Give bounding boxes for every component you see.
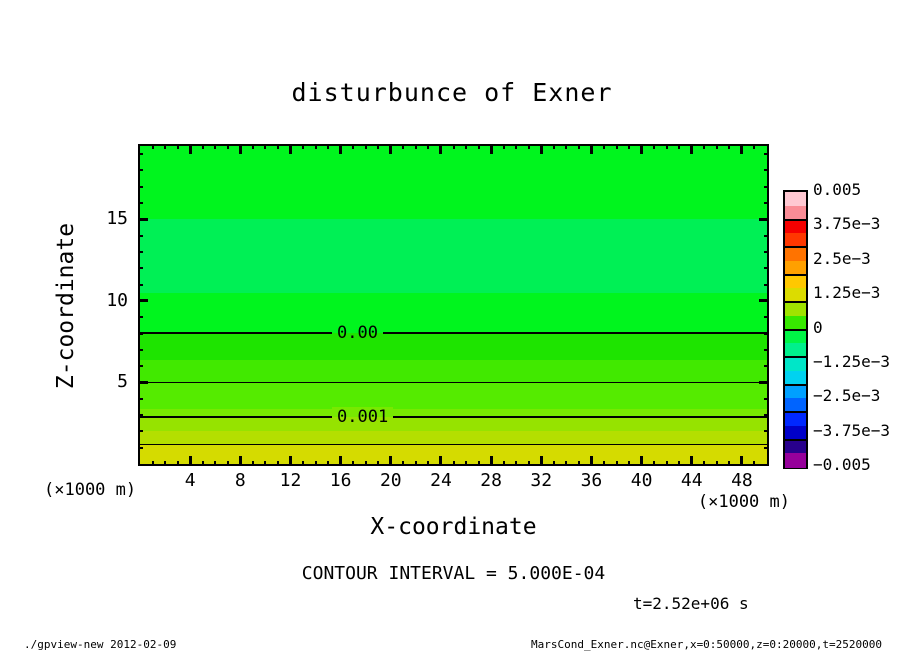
x-tick bbox=[402, 144, 404, 149]
colorbar-strip bbox=[785, 275, 806, 289]
x-tick bbox=[302, 461, 304, 466]
x-tick bbox=[439, 456, 442, 466]
x-tick bbox=[152, 461, 154, 466]
colorbar-tick-label: 3.75e−3 bbox=[813, 214, 881, 234]
x-tick bbox=[553, 144, 555, 149]
contour-line bbox=[140, 382, 767, 383]
x-tick bbox=[289, 144, 292, 154]
colorbar-strip bbox=[785, 357, 806, 371]
footer-command: ./gpview-new 2012-02-09 bbox=[24, 638, 177, 651]
z-tick bbox=[138, 299, 148, 302]
colorbar-strip bbox=[785, 302, 806, 316]
colorbar-tick-label: 2.5e−3 bbox=[813, 248, 871, 268]
z-tick bbox=[764, 235, 769, 237]
x-tick bbox=[666, 461, 668, 466]
x-tick bbox=[528, 461, 530, 466]
color-band bbox=[140, 417, 767, 433]
x-tick bbox=[578, 144, 580, 149]
colorbar-tick-label: 1.25e−3 bbox=[813, 283, 881, 303]
z-tick bbox=[764, 414, 769, 416]
x-tick bbox=[289, 456, 292, 466]
x-tick-label: 32 bbox=[530, 470, 553, 491]
z-tick bbox=[764, 333, 769, 335]
x-tick bbox=[365, 461, 367, 466]
x-tick bbox=[603, 144, 605, 149]
x-tick-label: 20 bbox=[379, 470, 402, 491]
z-tick bbox=[764, 202, 769, 204]
x-tick bbox=[277, 144, 279, 149]
colorbar-strip bbox=[785, 412, 806, 426]
x-tick bbox=[490, 456, 493, 466]
x-tick bbox=[716, 144, 718, 149]
x-tick bbox=[365, 144, 367, 149]
x-tick bbox=[327, 461, 329, 466]
colorbar-divider bbox=[785, 274, 806, 276]
colorbar-tick-label: −1.25e−3 bbox=[813, 351, 891, 371]
x-tick-label: 28 bbox=[480, 470, 502, 491]
colorbar-tick-label: 0.005 bbox=[813, 180, 862, 199]
x-tick bbox=[202, 144, 204, 149]
x-tick-label: 48 bbox=[731, 470, 753, 491]
x-tick bbox=[327, 144, 329, 149]
x-tick bbox=[264, 144, 266, 149]
x-tick bbox=[415, 144, 417, 149]
x-tick-label: 36 bbox=[580, 470, 603, 491]
x-tick bbox=[214, 461, 216, 466]
z-tick bbox=[759, 218, 769, 221]
x-tick bbox=[427, 144, 429, 149]
colorbar-divider bbox=[785, 329, 806, 331]
x-tick bbox=[653, 461, 655, 466]
x-tick bbox=[264, 461, 266, 466]
x-tick bbox=[690, 456, 693, 466]
x-tick bbox=[352, 144, 354, 149]
z-tick bbox=[764, 169, 769, 171]
x-tick bbox=[678, 144, 680, 149]
z-tick bbox=[138, 414, 143, 416]
z-tick bbox=[759, 381, 769, 384]
x-tick-label: 4 bbox=[184, 470, 196, 491]
x-tick bbox=[465, 144, 467, 149]
colorbar-divider bbox=[785, 301, 806, 303]
z-tick bbox=[138, 235, 143, 237]
x-tick-label: 16 bbox=[329, 470, 352, 491]
z-tick bbox=[764, 251, 769, 253]
x-tick bbox=[389, 144, 392, 154]
x-tick bbox=[540, 144, 543, 154]
z-tick bbox=[138, 447, 143, 449]
color-band bbox=[140, 219, 767, 293]
x-tick bbox=[590, 144, 593, 154]
contour-label: 0.001 bbox=[332, 407, 393, 427]
x-tick bbox=[189, 456, 192, 466]
z-tick bbox=[138, 218, 148, 221]
z-tick bbox=[138, 202, 143, 204]
x-tick bbox=[515, 461, 517, 466]
x-tick bbox=[377, 461, 379, 466]
x-tick bbox=[640, 456, 643, 466]
color-band bbox=[140, 146, 767, 220]
colorbar-strip bbox=[785, 440, 806, 454]
colorbar-tick-label: 0 bbox=[813, 317, 823, 337]
colorbar-divider bbox=[785, 439, 806, 441]
contour-line bbox=[140, 444, 767, 445]
z-tick bbox=[764, 284, 769, 286]
x-tick bbox=[164, 461, 166, 466]
footer-source: MarsCond_Exner.nc@Exner,x=0:50000,z=0:20000,t=2520000 bbox=[531, 638, 882, 651]
z-tick bbox=[138, 316, 143, 318]
z-tick bbox=[764, 153, 769, 155]
x-tick bbox=[389, 456, 392, 466]
x-tick bbox=[402, 461, 404, 466]
z-tick bbox=[764, 447, 769, 449]
z-tick bbox=[138, 349, 143, 351]
z-tick bbox=[138, 381, 148, 384]
x-tick bbox=[339, 144, 342, 154]
x-tick bbox=[578, 461, 580, 466]
x-tick bbox=[315, 461, 317, 466]
z-tick bbox=[764, 398, 769, 400]
colorbar-divider bbox=[785, 219, 806, 221]
x-tick bbox=[439, 144, 442, 154]
chart-title: disturbunce of Exner bbox=[291, 78, 613, 107]
contour-interval-text: CONTOUR INTERVAL = 5.000E-04 bbox=[301, 563, 606, 584]
x-tick bbox=[164, 144, 166, 149]
x-tick-label: 24 bbox=[430, 470, 452, 491]
z-tick bbox=[138, 267, 143, 269]
colorbar bbox=[783, 190, 808, 469]
x-tick-label: 40 bbox=[630, 470, 653, 491]
x-tick bbox=[740, 456, 743, 466]
z-tick bbox=[138, 284, 143, 286]
x-tick bbox=[740, 144, 743, 154]
colorbar-divider bbox=[785, 356, 806, 358]
x-tick bbox=[753, 461, 755, 466]
z-tick bbox=[138, 333, 143, 335]
x-tick bbox=[339, 456, 342, 466]
z-tick bbox=[138, 186, 143, 188]
x-tick bbox=[227, 144, 229, 149]
x-tick bbox=[352, 461, 354, 466]
colorbar-strip bbox=[785, 330, 806, 344]
time-annotation: t=2.52e+06 s bbox=[633, 594, 749, 613]
x-tick bbox=[716, 461, 718, 466]
color-band bbox=[140, 382, 767, 409]
z-tick bbox=[764, 365, 769, 367]
x-tick bbox=[202, 461, 204, 466]
x-tick bbox=[252, 144, 254, 149]
colorbar-divider bbox=[785, 411, 806, 413]
x-tick bbox=[214, 144, 216, 149]
x-tick bbox=[478, 144, 480, 149]
color-band bbox=[140, 333, 767, 361]
contour-line bbox=[140, 332, 767, 334]
x-tick-label: 12 bbox=[279, 470, 302, 491]
x-tick bbox=[603, 461, 605, 466]
x-tick bbox=[590, 456, 593, 466]
x-tick bbox=[640, 144, 643, 154]
plot-area bbox=[138, 144, 769, 466]
color-band bbox=[140, 360, 767, 384]
x-tick bbox=[703, 144, 705, 149]
x-tick bbox=[616, 461, 618, 466]
x-tick bbox=[252, 461, 254, 466]
colorbar-tick-label: −2.5e−3 bbox=[813, 386, 881, 406]
y-axis-unit: (×1000 m) bbox=[44, 480, 137, 500]
x-tick bbox=[540, 456, 543, 466]
z-tick bbox=[138, 153, 143, 155]
colorbar-strip bbox=[785, 453, 806, 467]
x-tick bbox=[177, 461, 179, 466]
colorbar-strip bbox=[785, 220, 806, 234]
x-tick bbox=[503, 461, 505, 466]
z-tick bbox=[759, 299, 769, 302]
x-axis-unit: (×1000 m) bbox=[697, 492, 790, 512]
x-tick bbox=[753, 144, 755, 149]
x-tick bbox=[189, 144, 192, 154]
x-axis-title: X-coordinate bbox=[370, 514, 537, 540]
x-tick bbox=[666, 144, 668, 149]
z-tick-label: 15 bbox=[106, 208, 128, 230]
x-tick bbox=[453, 461, 455, 466]
z-tick bbox=[138, 169, 143, 171]
x-tick bbox=[427, 461, 429, 466]
x-tick bbox=[728, 144, 730, 149]
x-tick bbox=[678, 461, 680, 466]
color-band bbox=[140, 293, 767, 334]
x-tick bbox=[490, 144, 493, 154]
colorbar-strip bbox=[785, 385, 806, 399]
z-tick-label: 10 bbox=[106, 289, 128, 311]
z-tick bbox=[764, 430, 769, 432]
x-tick bbox=[565, 461, 567, 466]
z-tick bbox=[138, 398, 143, 400]
x-tick bbox=[415, 461, 417, 466]
x-tick bbox=[152, 144, 154, 149]
contour-label: 0.00 bbox=[332, 323, 383, 343]
z-tick bbox=[138, 365, 143, 367]
x-tick bbox=[177, 144, 179, 149]
colorbar-strip bbox=[785, 192, 806, 206]
x-tick bbox=[515, 144, 517, 149]
z-tick-label: 5 bbox=[117, 371, 128, 393]
x-tick bbox=[616, 144, 618, 149]
x-tick bbox=[315, 144, 317, 149]
x-tick bbox=[302, 144, 304, 149]
x-tick-label: 44 bbox=[680, 470, 703, 491]
y-axis-title: Z-coordinate bbox=[53, 222, 79, 390]
colorbar-tick-label: −3.75e−3 bbox=[813, 420, 891, 440]
x-tick bbox=[565, 144, 567, 149]
z-tick bbox=[764, 267, 769, 269]
x-tick bbox=[465, 461, 467, 466]
x-tick bbox=[503, 144, 505, 149]
x-tick bbox=[528, 144, 530, 149]
contour-fill-region bbox=[140, 146, 767, 464]
x-tick bbox=[277, 461, 279, 466]
x-tick bbox=[728, 461, 730, 466]
z-tick bbox=[764, 316, 769, 318]
contour-line bbox=[140, 416, 767, 418]
x-tick bbox=[239, 144, 242, 154]
z-tick bbox=[764, 349, 769, 351]
x-tick bbox=[227, 461, 229, 466]
x-tick bbox=[553, 461, 555, 466]
z-tick bbox=[138, 251, 143, 253]
x-tick bbox=[239, 456, 242, 466]
x-tick bbox=[690, 144, 693, 154]
x-tick bbox=[703, 461, 705, 466]
colorbar-divider bbox=[785, 384, 806, 386]
x-tick bbox=[628, 144, 630, 149]
x-tick-label: 8 bbox=[234, 470, 246, 491]
colorbar-divider bbox=[785, 246, 806, 248]
colorbar-strip bbox=[785, 247, 806, 261]
z-tick bbox=[138, 430, 143, 432]
z-tick bbox=[764, 186, 769, 188]
x-tick bbox=[653, 144, 655, 149]
x-tick bbox=[377, 144, 379, 149]
colorbar-tick-label: −0.005 bbox=[813, 455, 871, 474]
x-tick bbox=[628, 461, 630, 466]
x-tick bbox=[453, 144, 455, 149]
x-tick bbox=[478, 461, 480, 466]
